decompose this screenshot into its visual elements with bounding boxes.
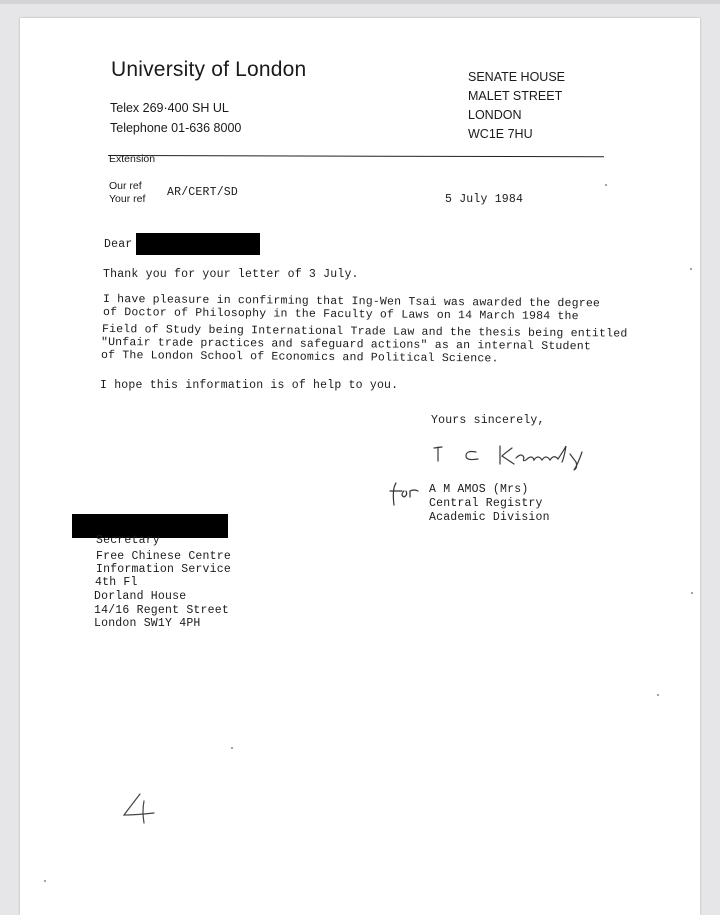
paragraph-confirm-line-1: I have pleasure in confirming that Ing-Wen Tsai was awarded the degree [102, 293, 601, 311]
handwritten-page-number-image [118, 791, 160, 825]
telephone-line: Telephone 01-636 8000 [110, 121, 242, 135]
closing: Yours sincerely, [431, 414, 545, 427]
paragraph-confirm-line-5: of The London School of Economics and Political Science. [100, 349, 499, 366]
salutation: Dear [104, 238, 133, 251]
letter-page [20, 18, 700, 915]
redaction-addressee-name [136, 233, 260, 255]
address-line-2: MALET STREET [468, 89, 563, 103]
institution-name: University of London [111, 58, 307, 81]
paragraph-confirm-line-4: "Unfair trade practices and safeguard actions" as an internal Student [100, 336, 592, 354]
address-line-1: SENATE HOUSE [468, 70, 566, 84]
scan-speck [231, 747, 233, 749]
recipient-line-7: London SW1Y 4PH [94, 617, 201, 630]
our-ref-value: AR/CERT/SD [167, 186, 239, 199]
recipient-line-3: Information Service [96, 563, 231, 576]
recipient-line-2: Free Chinese Centre [96, 550, 231, 563]
paragraph-thanks: Thank you for your letter of 3 July. [103, 268, 359, 281]
scan-speck [691, 592, 693, 594]
recipient-line-1: Secretary [96, 534, 160, 547]
signature-image [428, 440, 588, 472]
paragraph-hope: I hope this information is of help to you. [100, 379, 399, 392]
signer-name: A M AMOS (Mrs) [429, 483, 529, 496]
address-line-3: LONDON [468, 108, 522, 122]
recipient-line-4: 4th Fl [95, 576, 138, 589]
scan-speck [657, 694, 659, 696]
your-ref-label: Your ref [109, 193, 146, 205]
letter-date: 5 July 1984 [445, 193, 524, 206]
recipient-line-5: Dorland House [94, 590, 187, 603]
for-annotation-image [386, 479, 422, 507]
telex-line: Telex 269·400 SH UL [110, 101, 229, 115]
paragraph-confirm-line-2: of Doctor of Philosophy in the Faculty of Laws on 14 March 1984 the [102, 306, 579, 324]
address-line-4: WC1E 7HU [468, 127, 533, 141]
signer-division: Academic Division [429, 511, 550, 524]
letterhead-rule [108, 155, 604, 157]
scan-speck [605, 184, 607, 186]
our-ref-label: Our ref [109, 180, 142, 192]
viewer-top-bar [0, 0, 720, 4]
signer-dept: Central Registry [429, 497, 543, 510]
extension-label: Extension [109, 153, 156, 165]
scan-speck [44, 880, 46, 882]
recipient-line-6: 14/16 Regent Street [94, 604, 229, 617]
scan-speck [690, 268, 692, 270]
paragraph-confirm-line-3: Field of Study being International Trade Law and the thesis being entitled [101, 323, 628, 341]
